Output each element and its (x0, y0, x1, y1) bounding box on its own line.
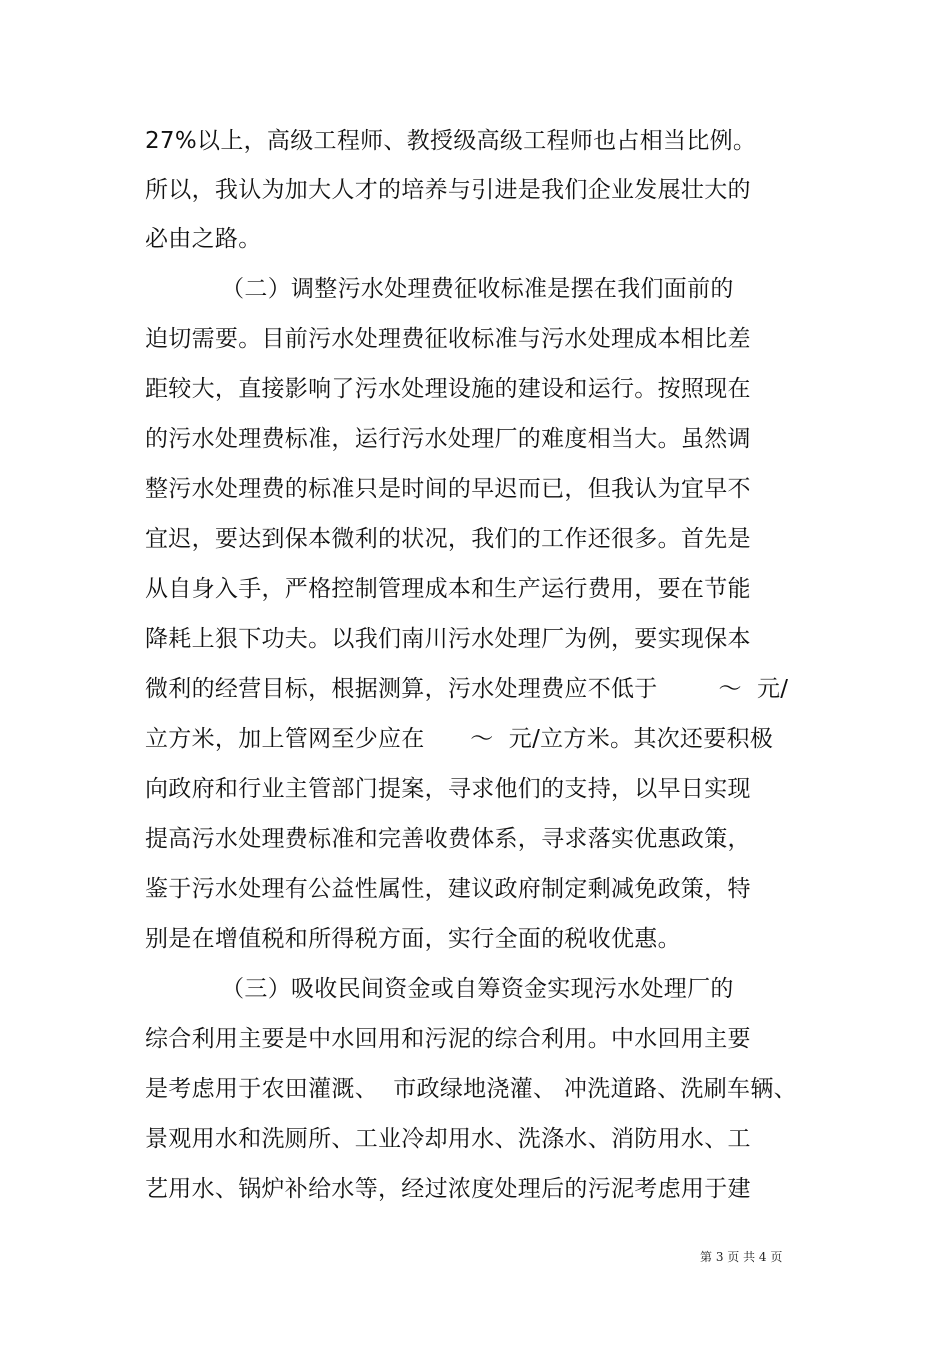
text-line: 艺用水、锅炉补给水等，经过浓度处理后的污泥考虑用于建 (145, 1176, 751, 1202)
text-line: 距较大，直接影响了污水处理设施的建设和运行。按照现在 (145, 376, 751, 402)
text-line: 综合利用主要是中水回用和污泥的综合利用。中水回用主要 (145, 1026, 751, 1052)
text-line: （三）吸收民间资金或自筹资金实现污水处理厂的 (145, 976, 734, 1002)
text-line: 立方米，加上管网至少应在 ～ 元/立方米。其次还要积极 (145, 726, 774, 752)
text-line: 所以，我认为加大人才的培养与引进是我们企业发展壮大的 (145, 177, 751, 203)
text-line: （二）调整污水处理费征收标准是摆在我们面前的 (145, 276, 734, 302)
text-line: 从自身入手，严格控制管理成本和生产运行费用，要在节能 (145, 576, 751, 602)
text-line: 景观用水和洗厕所、工业冷却用水、洗涤水、消防用水、工 (145, 1126, 751, 1152)
text-line: 别是在增值税和所得税方面，实行全面的税收优惠。 (145, 926, 681, 952)
text-line: 向政府和行业主管部门提案，寻求他们的支持，以早日实现 (145, 776, 751, 802)
text-line: 27%以上，高级工程师、教授级高级工程师也占相当比例。 (145, 128, 757, 154)
text-line: 宜迟，要达到保本微利的状况，我们的工作还很多。首先是 (145, 526, 751, 552)
text-line: 降耗上狠下功夫。以我们南川污水处理厂为例，要实现保本 (145, 626, 751, 652)
text-line: 迫切需要。目前污水处理费征收标准与污水处理成本相比差 (145, 326, 751, 352)
text-line: 整污水处理费的标准只是时间的早迟而已，但我认为宜早不 (145, 476, 751, 502)
page-number-footer: 第 3 页 共 4 页 (700, 1250, 783, 1264)
text-line: 鉴于污水处理有公益性属性，建议政府制定剩减免政策，特 (145, 876, 751, 902)
text-line: 的污水处理费标准，运行污水处理厂的难度相当大。虽然调 (145, 426, 751, 452)
text-line: 提高污水处理费标准和完善收费体系，寻求落实优惠政策， (145, 826, 751, 852)
text-line: 必由之路。 (145, 226, 262, 252)
text-line: 是考虑用于农田灌溉、 市政绿地浇灌、 冲洗道路、洗刷车辆、 (145, 1076, 797, 1102)
text-line: 微利的经营目标，根据测算，污水处理费应不低于 ～ 元/ (145, 676, 789, 702)
